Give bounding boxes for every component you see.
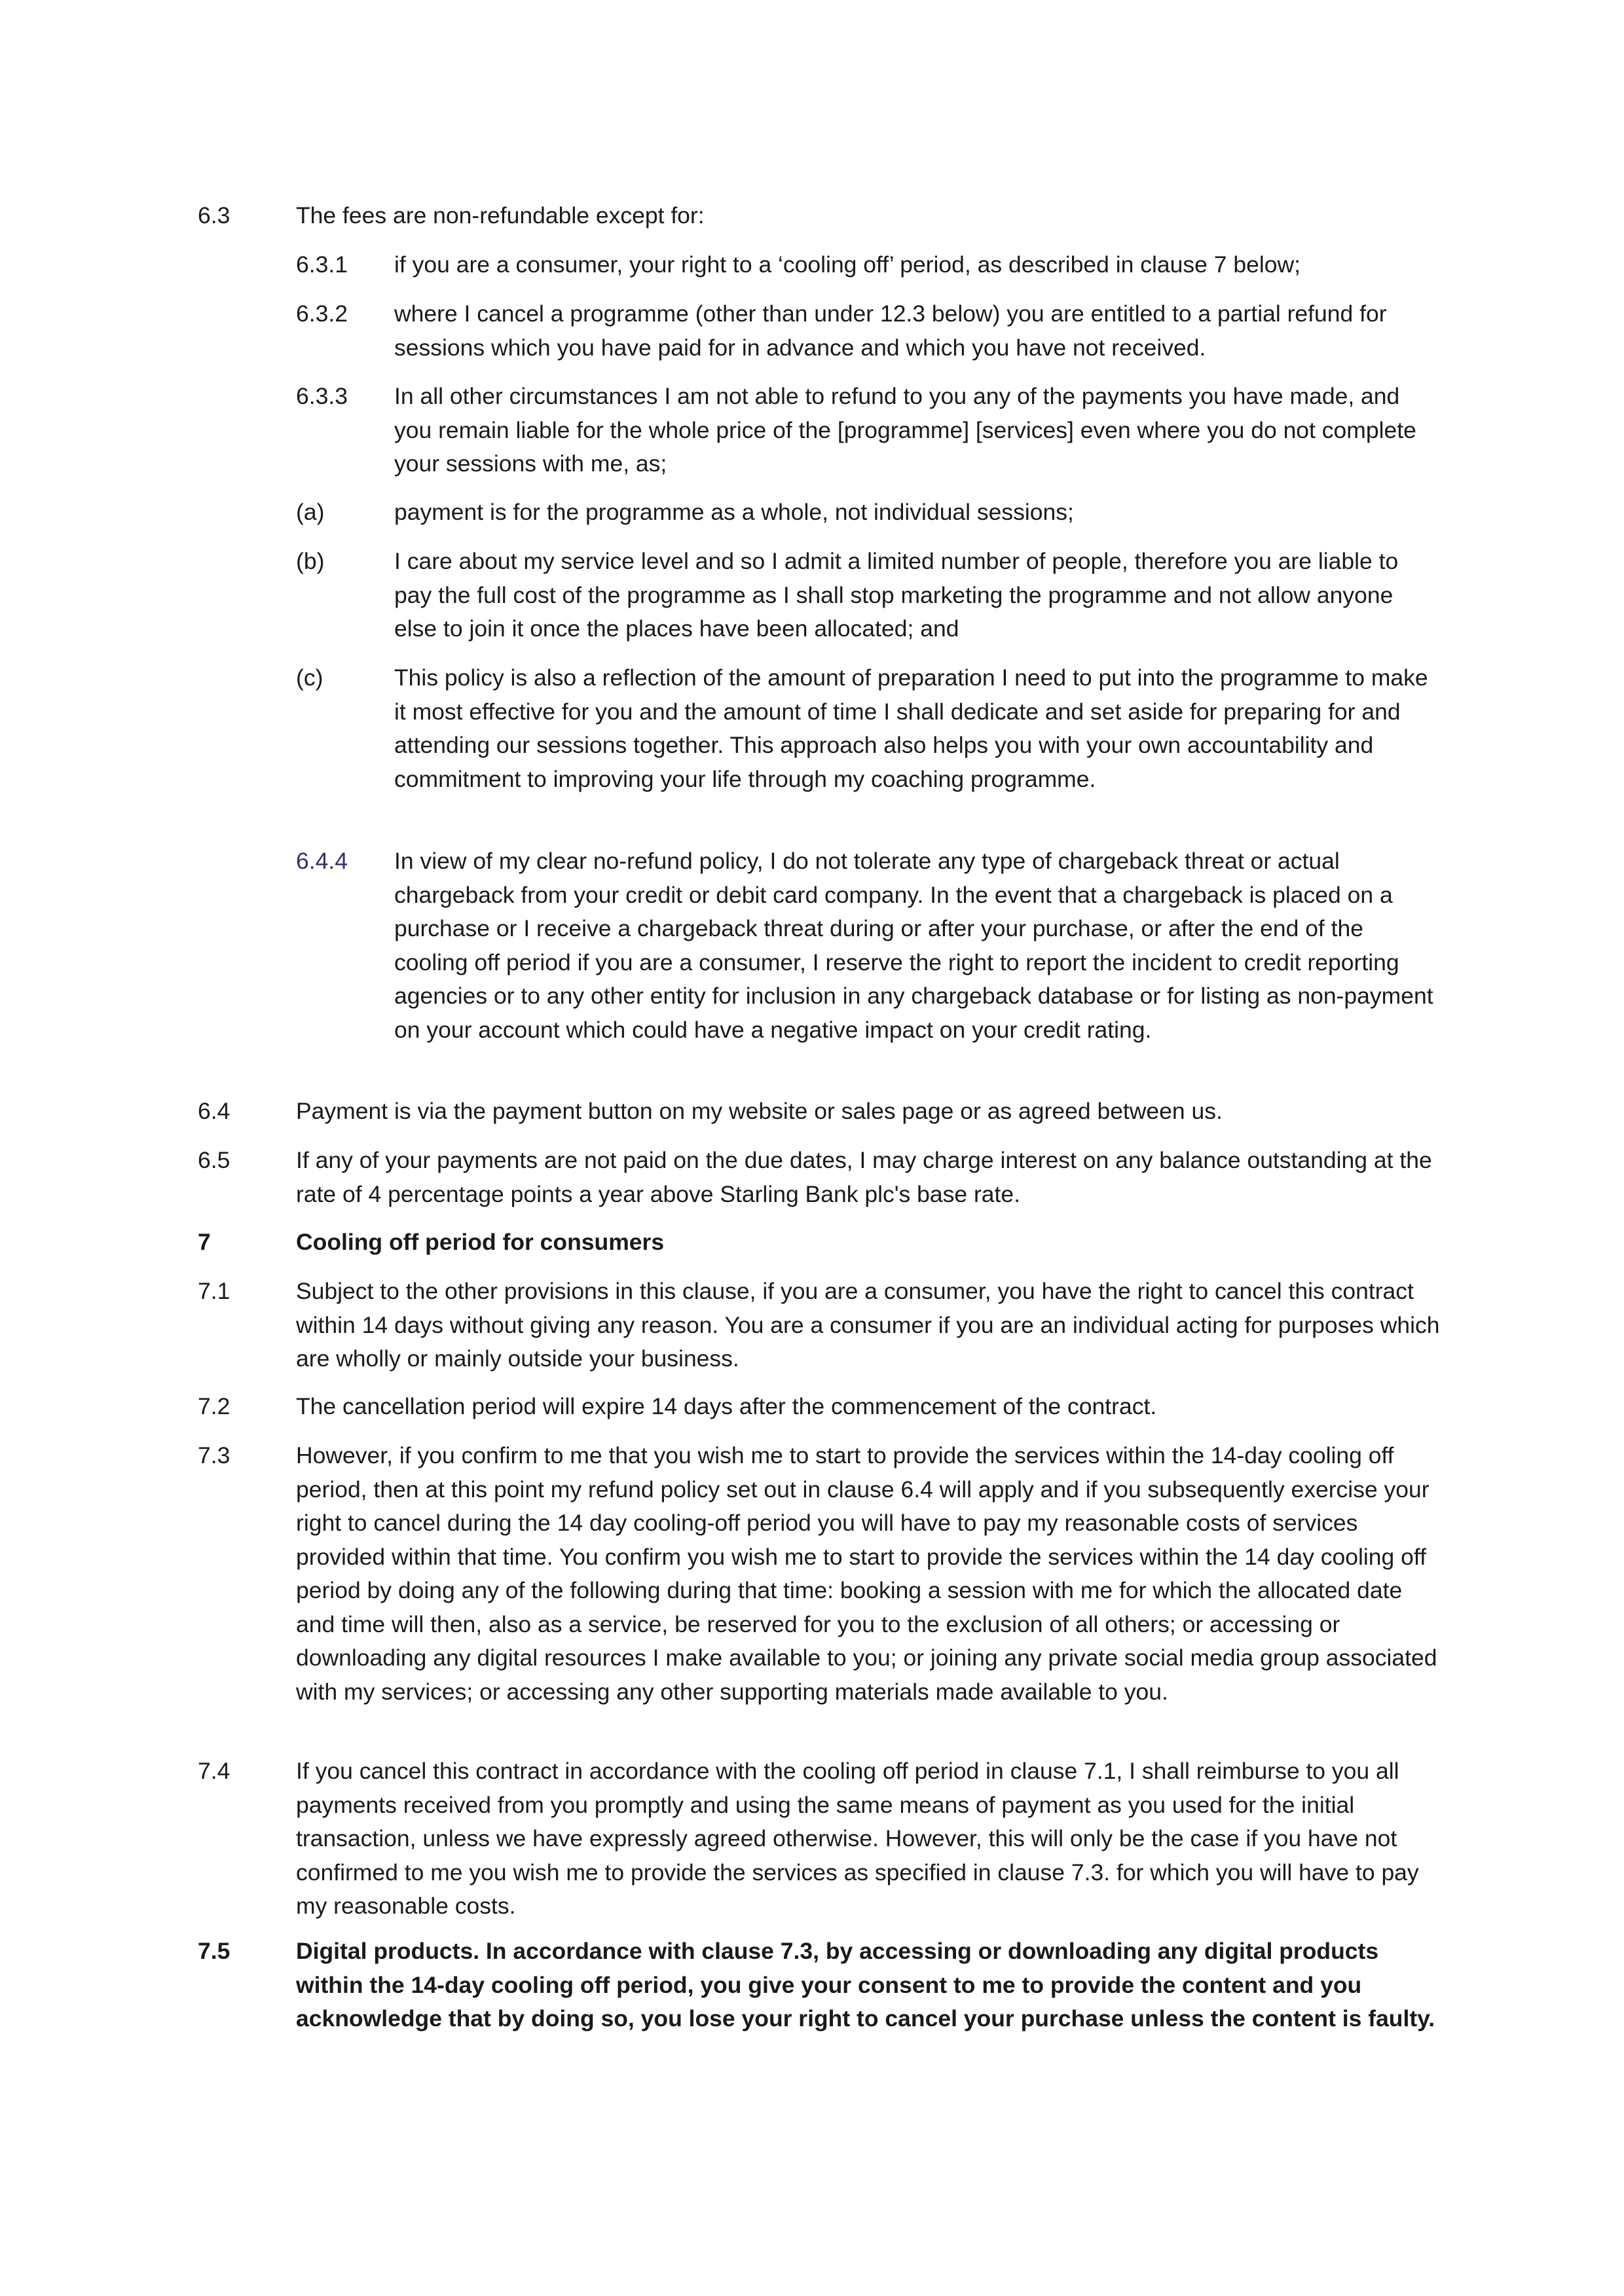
clause-number: 7.5 xyxy=(198,1938,231,1964)
section-title: Cooling off period for consumers xyxy=(296,1229,665,1255)
clause-text: If you cancel this contract in accordance with the cooling off period in clause 7.1, I shall reimburse to you all payments received from you promptly and using the same means of payment as you used for the initial transaction, unless we have expressly agreed otherwise. However, this will only be the case if you have not confirmed to me you wish me to provide the services as specified in clause 7.3. for which you will have to pay my reasonable costs. xyxy=(296,1758,1419,1919)
clause-text: If any of your payments are not paid on the due dates, I may charge interest on any balance outstanding at the rate of 4 percentage points a year above Starling Bank plc's base rate. xyxy=(296,1147,1432,1207)
clause-text: if you are a consumer, your right to a ‘cooling off’ period, as described in clause 7 below; xyxy=(394,251,1301,278)
clause-text: payment is for the programme as a whole, not individual sessions; xyxy=(394,499,1074,525)
clause-text: The fees are non-refundable except for: xyxy=(296,202,705,228)
clause-number: 7.1 xyxy=(198,1278,231,1304)
clause-number: 7.3 xyxy=(198,1442,231,1468)
clause-text: However, if you confirm to me that you wish me to start to provide the services within the 14-day cooling off period, then at this point my refund policy set out in clause 6.4 will apply and if you subsequently exercise your right to cancel during the 14 day cooling-off period you will have to pay my reasonable costs of services provided within that time. You confirm you wish me to start to provide the services within the 14 day cooling off period by doing any of the following during that time: booking a session with me for which the allocated date and time will then, also as a service, be reserved for you to the exclusion of all others; or accessing or downloading any digital resources I make available to you; or joining any private social media group associated with my services; or accessing any other supporting materials made available to you. xyxy=(296,1442,1437,1705)
clause-number: 7.2 xyxy=(198,1393,231,1419)
clause-number: 7 xyxy=(198,1229,211,1255)
clause-number: 7.4 xyxy=(198,1758,231,1784)
clause-text: This policy is also a reflection of the amount of preparation I need to put into the programme to make it most effective for you and the amount of time I shall dedicate and set aside for preparing for and attending our sessions together. This approach also helps you with your own accountability and commitment to improving your life through my coaching programme. xyxy=(394,665,1428,792)
clause-number: 6.3.1 xyxy=(296,251,348,278)
clause-text: The cancellation period will expire 14 days after the commencement of the contract. xyxy=(296,1393,1157,1419)
clause-number: (c) xyxy=(296,665,323,691)
clause-number: 6.4 xyxy=(198,1098,231,1124)
clause-text: In all other circumstances I am not able to refund to you any of the payments you have made, and you remain liable for the whole price of the [programme] [services] even where you do not complete your sessions with me, as; xyxy=(394,383,1416,477)
clause-text: In view of my clear no-refund policy, I do not tolerate any type of chargeback threat or actual chargeback from your credit or debit card company. In the event that a chargeback is placed on a purchase or I receive a chargeback threat during or after your purchase, or after the end of the cooling off period if you are a consumer, I reserve the right to report the incident to credit reporting agencies or to any other entity for inclusion in any chargeback database or for listing as non-payment on your account which could have a negative impact on your credit rating. xyxy=(394,848,1433,1043)
clause-number: (a) xyxy=(296,499,325,525)
clause-text: Subject to the other provisions in this clause, if you are a consumer, you have the right to cancel this contract within 14 days without giving any reason. You are a consumer if you are an individual acting for purposes which are wholly or mainly outside your business. xyxy=(296,1278,1440,1372)
clause-number: 6.3.2 xyxy=(296,301,348,327)
clause-text: Digital products. In accordance with clause 7.3, by accessing or downloading any digital products within the 14-day cooling off period, you give your consent to me to provide the content and you acknowledge that by doing so, you lose your right to cancel your purchase unless the content is faulty. xyxy=(296,1938,1435,2032)
clause-text: where I cancel a programme (other than under 12.3 below) you are entitled to a partial refund for sessions which you have paid for in advance and which you have not received. xyxy=(394,301,1387,361)
clause-number: 6.5 xyxy=(198,1147,231,1173)
clause-number: 6.4.4 xyxy=(296,848,348,874)
clause-number: 6.3 xyxy=(198,202,231,228)
clause-number: 6.3.3 xyxy=(296,383,348,409)
clause-text: Payment is via the payment button on my website or sales page or as agreed between us. xyxy=(296,1098,1223,1124)
clause-text: I care about my service level and so I admit a limited number of people, therefore you are liable to pay the full cost of the programme as I shall stop marketing the programme and not allow anyone else to join it once the places have been allocated; and xyxy=(394,548,1399,642)
clause-number: (b) xyxy=(296,548,325,574)
